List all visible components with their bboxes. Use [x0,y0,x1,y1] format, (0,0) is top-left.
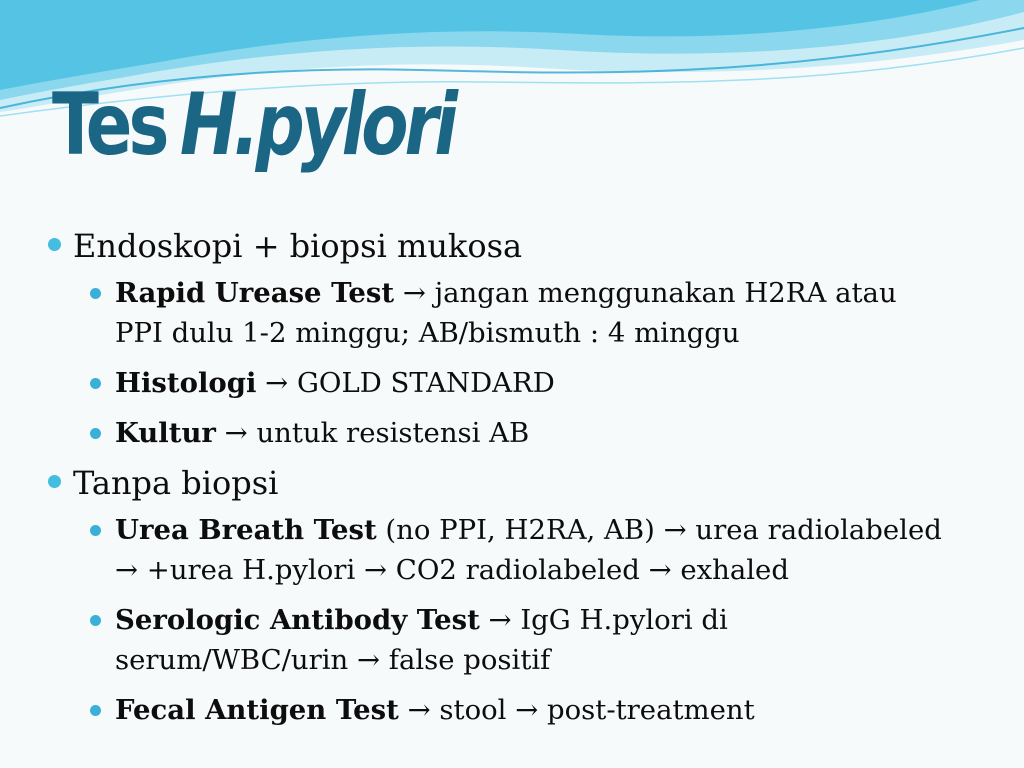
sub-bullet-term: Fecal Antigen Test [115,694,399,726]
sub-bullet-item [90,363,998,403]
sub-bullet-term: Rapid Urease Test [115,277,395,309]
sub-bullet-list [73,510,998,730]
sub-bullet-item [90,273,998,353]
sub-bullet-item [90,510,998,590]
sub-bullet-text: → stool → post-treatment [398,694,755,726]
sub-bullet-item [90,690,998,730]
sub-bullet-item [90,600,998,680]
sub-bullet-text: → GOLD STANDARD [256,367,555,399]
slide-title [52,75,454,175]
sub-bullet-text: → jangan menggunakan H2RA atau PPI dulu 1-2 minggu; AB/bismuth : 4 minggu [115,277,897,349]
bullet-item [48,463,998,730]
title-emphasis: H.pylori [179,75,454,175]
bullet-text: Tanpa biopsi [73,464,279,502]
sub-bullet-list [73,273,998,453]
bullet-text: Endoskopi + biopsi mukosa [73,227,523,265]
bullet-item [48,226,998,453]
sub-bullet-item [90,413,998,453]
sub-bullet-term: Histologi [115,367,257,399]
sub-bullet-text: → untuk resistensi AB [215,417,530,449]
sub-bullet-term: Kultur [115,417,216,449]
bullet-list [48,226,998,740]
sub-bullet-term: Serologic Antibody Test [115,604,480,636]
sub-bullet-text: → IgG H.pylori di serum/WBC/urin → false positif [115,604,728,676]
title-main: Tes [52,75,166,175]
sub-bullet-text: (no PPI, H2RA, AB) → urea radiolabeled → +urea H.pylori → CO2 radiolabeled → exhaled [115,514,942,586]
sub-bullet-term: Urea Breath Test [115,514,377,546]
